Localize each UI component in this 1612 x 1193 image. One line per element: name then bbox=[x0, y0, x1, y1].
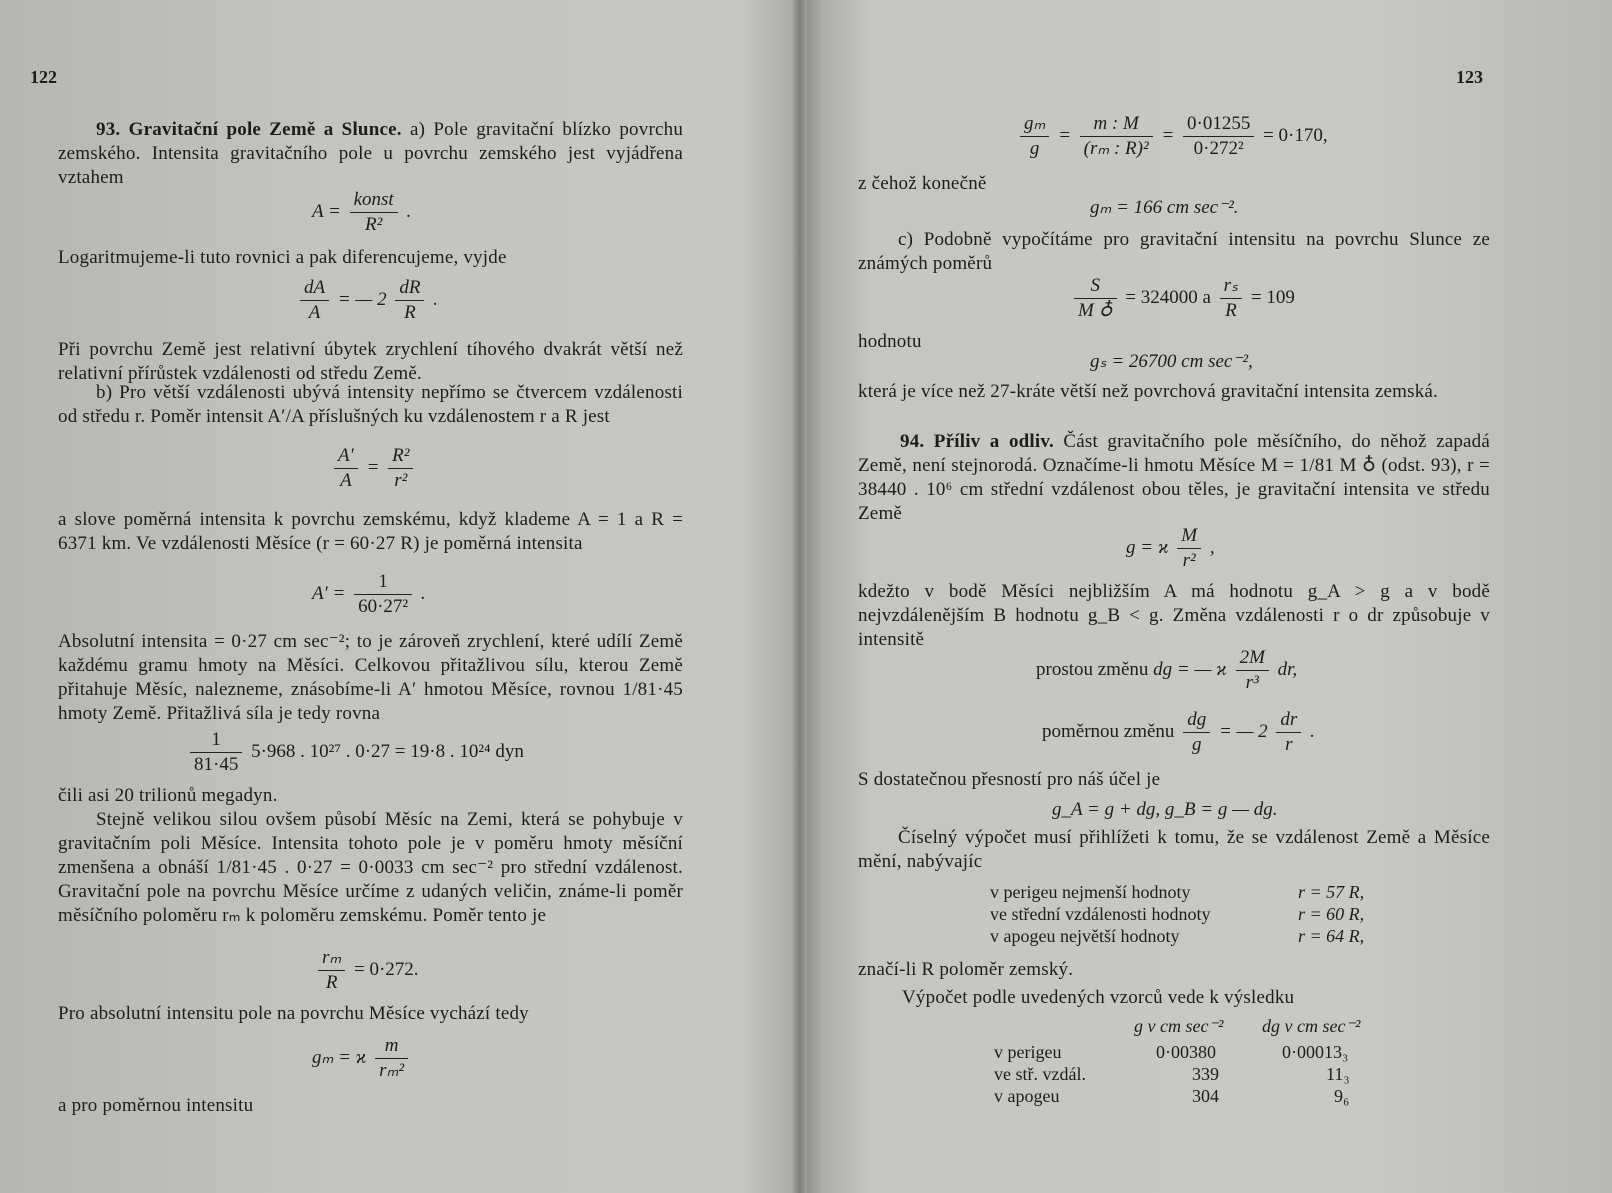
distance-label: v perigeu nejmenší hodnoty bbox=[990, 882, 1191, 902]
paragraph: b) Pro větší vzdálenosti ubývá intensity nepřímo se čtvercem vzdálenosti od středu r. Poměr intensit A′/A příslušných ku vzdálenostem r a R jest bbox=[58, 382, 683, 427]
paragraph: kdežto v bodě Měsíci nejbližším A má hodnotu g_A > g a v bodě nejvzdálenějším B hodnotu g_B < g. Změna vzdálenosti r o dr způsobuje v intensitě bbox=[858, 581, 1490, 650]
paragraph: Číselný výpočet musí přihlížeti k tomu, že se vzdálenost Země a Měsíce mění, nabývajíc bbox=[858, 827, 1490, 872]
paragraph-text: Část gravitačního pole měsíčního, do něhož zapadá Země, není stejnorodá. Označíme-li hmotu Měsíce M = 1/81 M ♁ (odst. 93), r = 38440 . 10⁶ cm střední vzdálenost obou těles, je gravitační intensita ve středu Země bbox=[858, 431, 1491, 524]
section-title: Gravitační pole Země a Slunce. bbox=[128, 119, 402, 140]
column-header: g v cm sec⁻² bbox=[1134, 1016, 1224, 1036]
paragraph: Stejně velikou silou ovšem působí Měsíc na Zemi, která se pohybuje v gravitačním poli Měsíce. Intensita tohoto pole je v poměru hmoty měsíční zmenšena a obnáší 1/81·45 . 0·27 = 0·0033 cm sec⁻² pro střední vzdálenost. Gravitační pole na povrchu Měsíce určíme z udaných veličin, známe-li poměr měsíčního poloměru rₘ k poloměru zemskému. Poměr tento je bbox=[58, 809, 683, 926]
distance-label: ve střední vzdálenosti hodnoty bbox=[990, 904, 1211, 924]
paragraph-text: a) Pole gravitační blízko povrchu zemského. Intensita gravitačního pole u povrchu zemského jest vyjádřena vztahem bbox=[58, 119, 684, 188]
paragraph: Logaritmujeme-li tuto rovnici a pak diferencujeme, vyjde bbox=[58, 247, 507, 268]
equation-simple-change: prostou změnu dg = — ϰ $\frac{2M}{\text{r³}}$ dr, bbox=[1036, 647, 1298, 693]
cell-dg: 11₃ bbox=[1326, 1064, 1350, 1084]
paragraph: c) Podobně vypočítáme pro gravitační intensitu na povrchu Slunce ze známých poměrů bbox=[858, 229, 1490, 274]
equation-earth-center: g = ϰ $\frac{M}{\text{r²}}$ , bbox=[1126, 525, 1215, 571]
cell-dg: 0·00013₃ bbox=[1282, 1042, 1349, 1062]
section-title: Příliv a odliv. bbox=[933, 431, 1054, 452]
left-page bbox=[0, 0, 790, 1193]
equation-sun-ratios: $\frac{S}{M ♁}$ = 324000 a $\frac{\text{rₛ}}{R}$ = 109 bbox=[1070, 274, 1295, 323]
equation-moon-intensity: A′ = $\frac{1}{\text{60·27²}}$ . bbox=[312, 571, 426, 617]
result-table bbox=[994, 1014, 1514, 1110]
distance-value: r = 64 R, bbox=[1298, 926, 1365, 946]
column-header: dg v cm sec⁻² bbox=[1262, 1016, 1361, 1036]
paragraph: z čehož konečně bbox=[858, 173, 987, 194]
section-number: 94. bbox=[900, 431, 925, 452]
paragraph: hodnotu bbox=[858, 331, 922, 352]
cell-g: 304 bbox=[1192, 1086, 1219, 1106]
cell-g: 0·00380 bbox=[1156, 1042, 1216, 1062]
paragraph: čili asi 20 trilionů megadyn. bbox=[58, 785, 278, 806]
right-page bbox=[808, 0, 1612, 1193]
section-number: 93. bbox=[96, 119, 121, 140]
paragraph: Výpočet podle uvedených vzorců vede k výsledku bbox=[902, 987, 1295, 1008]
equation-radius-ratio: $\frac{\text{rₘ}}{R}$ = 0·272. bbox=[314, 946, 419, 995]
distance-table bbox=[990, 880, 1510, 952]
paragraph-94 bbox=[858, 430, 1490, 526]
equation-intensity: A = $\frac{\text{konst}}{\text{R²}}$ . bbox=[312, 189, 412, 235]
equation-moon-result: gₘ = 166 cm sec⁻². bbox=[1090, 197, 1239, 218]
paragraph: a pro poměrnou intensitu bbox=[58, 1095, 254, 1116]
paragraph-93 bbox=[58, 118, 683, 190]
equation-A-B: g_A = g + dg, g_B = g — dg. bbox=[1052, 799, 1278, 820]
paragraph: a slove poměrná intensita k povrchu zemskému, když klademe A = 1 a R = 6371 km. Ve vzdálenosti Měsíce (r = 60·27 R) je poměrná intensita bbox=[58, 509, 683, 554]
equation-moon-gravity: gₘ = ϰ $\frac{m}{\text{rₘ²}}$ bbox=[312, 1034, 412, 1083]
cell-g: 339 bbox=[1192, 1064, 1219, 1084]
book-binding bbox=[793, 0, 807, 1193]
row-label: v apogeu bbox=[994, 1086, 1060, 1106]
equation-relative-change: poměrnou změnu $\frac{dg}{g}$ = — 2 $\frac{dr}{r}$ . bbox=[1042, 709, 1315, 755]
paragraph: Při povrchu Země jest relativní úbytek zrychlení tíhového dvakrát větší než relativní přírůstek vzdálenosti od středu Země. bbox=[58, 339, 683, 384]
row-label: v perigeu bbox=[994, 1042, 1062, 1062]
distance-value: r = 60 R, bbox=[1298, 904, 1365, 924]
paragraph: Absolutní intensita = 0·27 cm sec⁻²; to je zároveň zrychlení, které udílí Země každému gramu hmoty na Měsíci. Celkovou přitažlivou sílu, kterou Země přitahuje Měsíc, nalezneme, znásobíme-li A′ hmotou Měsíce, rovnou 1/81·45 hmoty Země. Přitažlivá síla je tedy rovna bbox=[58, 631, 683, 724]
page-number: 123 bbox=[1456, 67, 1483, 87]
row-label: ve stř. vzdál. bbox=[994, 1064, 1086, 1084]
cell-dg: 9₆ bbox=[1334, 1086, 1350, 1106]
equation-ratio: $\frac{A'}{A}$ = $\frac{\text{R²}}{\text{r²}}$ bbox=[330, 444, 417, 493]
equation-force: $\frac{1}{81\cdot 45}$ 5·968 . 10²⁷ . 0·27 = 19·8 . 10²⁴ dyn bbox=[186, 728, 524, 777]
paragraph: S dostatečnou přesností pro náš účel je bbox=[858, 769, 1161, 790]
equation-sun-result: gₛ = 26700 cm sec⁻², bbox=[1090, 351, 1253, 372]
equation-differential: $\frac{dA}{A}$ = — 2 $\frac{dR}{R}$ . bbox=[296, 276, 438, 325]
page-number: 122 bbox=[30, 67, 57, 87]
distance-value: r = 57 R, bbox=[1298, 882, 1365, 902]
paragraph: značí-li R poloměr zemský. bbox=[858, 959, 1074, 980]
distance-label: v apogeu největší hodnoty bbox=[990, 926, 1180, 946]
paragraph: která je více než 27-kráte větší než povrchová gravitační intensita zemská. bbox=[858, 381, 1438, 402]
equation-moon-ratio: $\frac{\text{gₘ}}{g}$ = $\frac{m : M}{\text{(rₘ : R)²}}$ = $\frac{0\cdot 01255}{\text{0·272²}}$ = 0·170, bbox=[1016, 112, 1328, 161]
paragraph: Pro absolutní intensitu pole na povrchu Měsíce vychází tedy bbox=[58, 1003, 529, 1024]
